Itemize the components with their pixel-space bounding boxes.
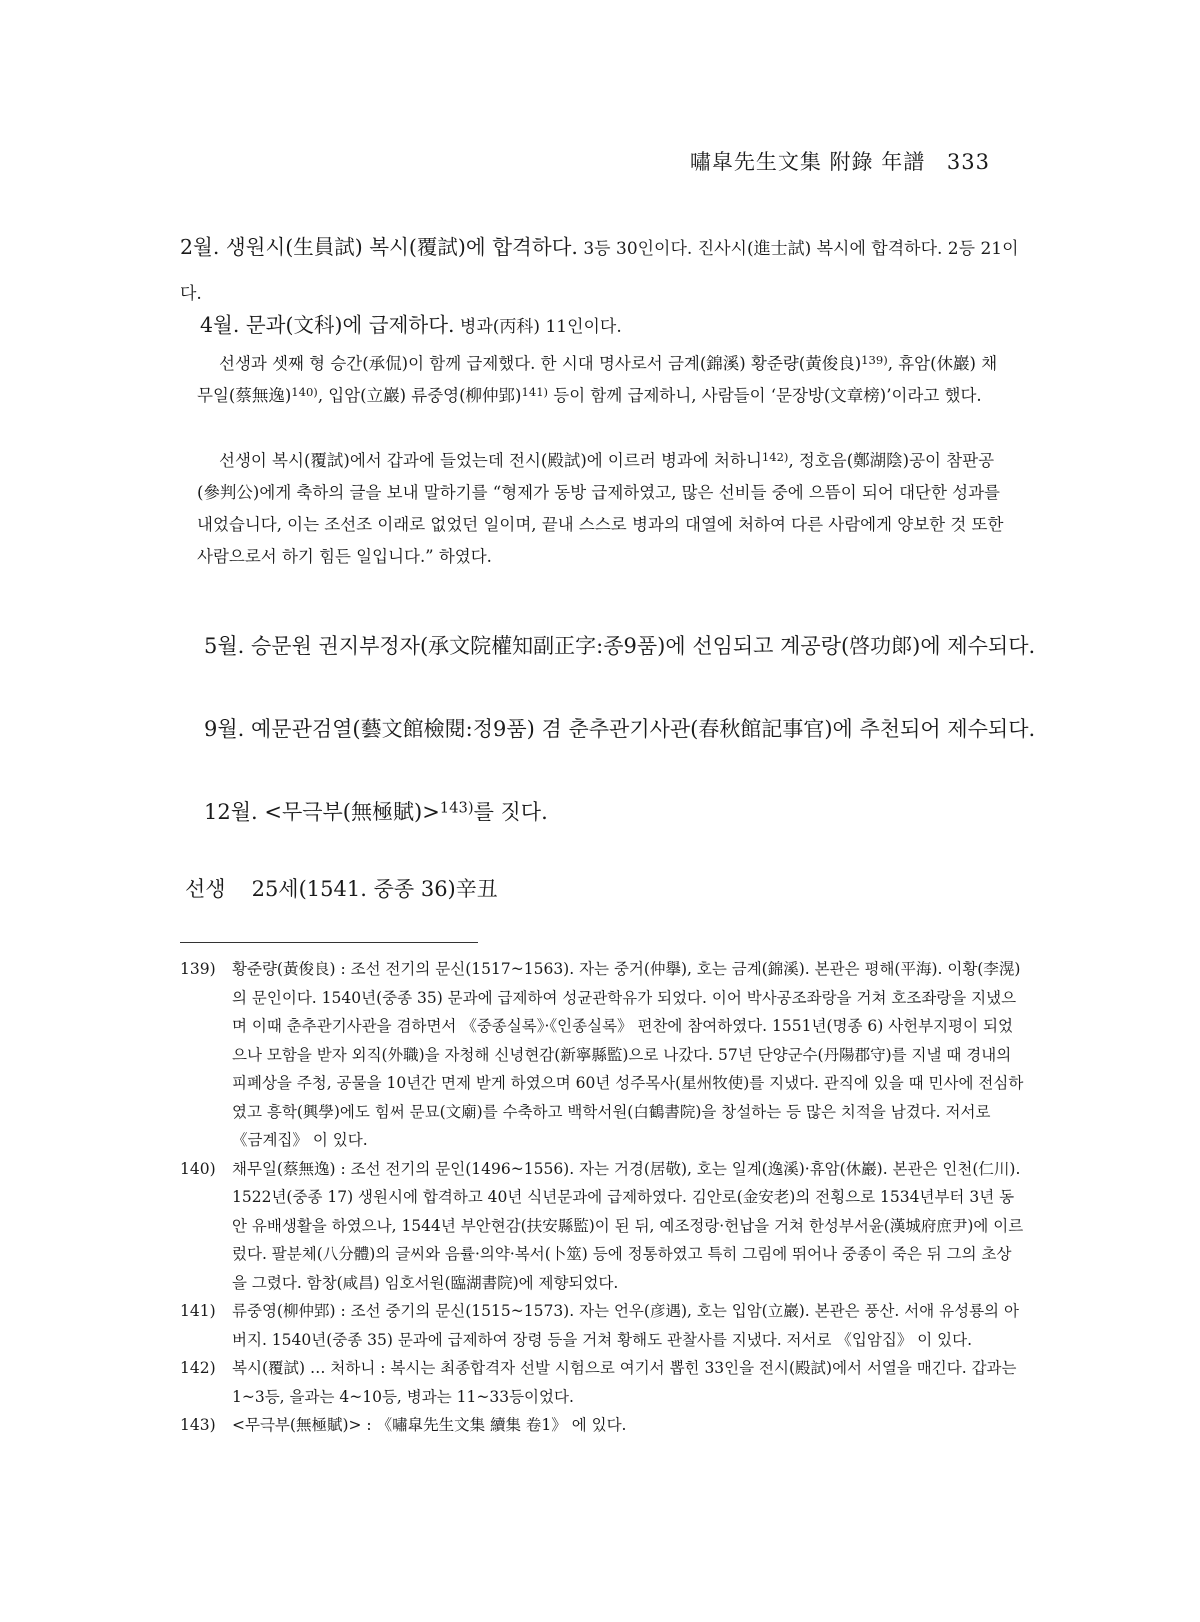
entry-december-text: 를 짓다. — [473, 800, 548, 824]
footnote-divider — [180, 942, 478, 943]
april-paragraph-2 — [197, 445, 1010, 573]
footnote-ref-143: 143) — [439, 799, 474, 817]
entry-december — [204, 796, 548, 826]
footnote-number: 142) — [180, 1359, 216, 1377]
year-heading — [185, 873, 498, 903]
footnote — [180, 1155, 1025, 1298]
page-number: 333 — [946, 150, 990, 174]
entry-february — [180, 226, 1025, 316]
paragraph-text: 선생이 복시(覆試)에서 갑과에 들었는데 전시(殿試)에 이르러 병과에 처하니 — [219, 451, 762, 470]
year-heading-year: (1541. 중종 36)辛丑 — [298, 877, 498, 901]
april-paragraph-1 — [197, 348, 1010, 412]
entry-february-head: 2월. 생원시(生員試) 복시(覆試)에 합격하다. — [180, 235, 578, 259]
footnote — [180, 955, 1025, 1155]
footnote-ref-140: 140) — [291, 384, 318, 399]
footnote-number: 141) — [180, 1302, 216, 1320]
entry-december-text: 12월. <무극부(無極賦)> — [204, 800, 440, 824]
footnote-text: 채무일(蔡無逸) : 조선 전기의 문인(1496~1556). 자는 거경(居敬), 호는 일계(逸溪)·휴암(休巖). 본관은 인천(仁川). 1522년(중종 17) 생원시에 합격하고 40년 식년문과에 급제하였다. 김안로(金安老)의 전횡으로 1534년부터 3년 동안 유배생활을 하였으나, 1544년 부안현감(扶安縣監)이 된 뒤, 예조정랑·헌납을 거쳐 한성부서윤(漢城府庶尹)에 이르렀다. 팔분체(八分體)의 글씨와 음률·의약·복서(卜筮) 등에 정통하였고 특히 그림에 뛰어나 중종이 죽은 뒤 그의 초상을 그렸다. 함창(咸昌) 임호서원(臨湖書院)에 제향되었다. — [232, 1159, 1024, 1292]
footnotes — [180, 955, 1025, 1440]
footnote-text: 류중영(柳仲郢) : 조선 중기의 문신(1515~1573). 자는 언우(彦遇), 호는 입암(立巖). 본관은 풍산. 서애 유성룡의 아버지. 1540년(중종 35) 문과에 급제하여 장령 등을 거쳐 황해도 관찰사를 지냈다. 저서로 《입암집》 이 있다. — [232, 1302, 1019, 1349]
entry-april — [200, 304, 1025, 349]
year-heading-age: 25세 — [251, 877, 299, 901]
footnote-text: 황준량(黃俊良) : 조선 전기의 문신(1517~1563). 자는 중거(仲擧), 호는 금계(錦溪). 본관은 평해(平海). 이황(李滉)의 문인이다. 1540년(중종 35) 문과에 급제하여 성균관학유가 되었다. 이어 박사공조좌랑을 거쳐 호조좌랑을 지냈으며 이때 춘추관기사관을 겸하면서 《중종실록》·《인종실록》 편찬에 참여하였다. 1551년(명종 6) 사헌부지평이 되었으나 모함을 받자 외직(外職)을 자청해 신녕현감(新寧縣監)으로 나갔다. 57년 단양군수(丹陽郡守)를 지낼 때 경내의 피폐상을 주청, 공물을 10년간 면제 받게 하였으며 60년 성주목사(星州牧使)를 지냈다. 관직에 있을 때 민사에 전심하였고 흥학(興學)에도 힘써 문묘(文廟)를 수축하고 백학서원(白鶴書院)을 창설하는 등 많은 치적을 남겼다. 저서로 《금계집》 이 있다. — [232, 960, 1024, 1149]
footnote — [180, 1354, 1025, 1411]
footnote-text: <무극부(無極賦)> : 《嘯皐先生文集 續集 卷1》 에 있다. — [232, 1416, 627, 1434]
paragraph-text: 등이 함께 급제하니, 사람들이 ‘문장방(文章榜)’이라고 했다. — [548, 386, 982, 405]
footnote-ref-142: 142) — [761, 449, 789, 464]
footnote-text: 복시(覆試) … 처하니 : 복시는 최종합격자 선발 시험으로 여기서 뽑힌 33인을 전시(殿試)에서 서열을 매긴다. 갑과는 1~3등, 을과는 4~10등, 병과는 11~33등이었다. — [232, 1359, 1017, 1406]
footnote-number: 140) — [180, 1159, 216, 1178]
footnote — [180, 1297, 1025, 1354]
paragraph-text: , 정호음(鄭湖陰)공이 참판공(參判公)에게 축하의 글을 보내 말하기를 “형제가 동방 급제하였고, 많은 선비들 중에 으뜸이 되어 대단한 성과를 내었습니다, 이는 조선조 이래로 없었던 일이며, 끝내 스스로 병과의 대열에 처하여 다른 사람에게 양보한 것 또한 사람으로서 하기 힘든 일입니다.” 하였다. — [197, 451, 1004, 566]
footnote — [180, 1411, 1025, 1440]
year-heading-label: 선생 — [185, 877, 226, 901]
entry-april-head: 4월. 문과(文科)에 급제하다. — [200, 313, 455, 337]
footnote-ref-139: 139) — [861, 352, 888, 367]
entry-september: 9월. 예문관검열(藝文館檢閱:정9품) 겸 춘추관기사관(春秋館記事官)에 추천되어 제수되다. — [204, 717, 1036, 741]
footnote-ref-141: 141) — [521, 384, 549, 399]
footnote-number: 143) — [180, 1416, 216, 1434]
paragraph-text: , 입암(立巖) 류중영(柳仲郢) — [317, 386, 522, 405]
entry-april-detail: 병과(丙科) 11인이다. — [454, 317, 622, 337]
footnote-number: 139) — [180, 960, 216, 978]
running-title: 嘯皐先生文集 附錄 年譜 — [689, 150, 926, 174]
running-header — [690, 146, 990, 176]
paragraph-text: , 휴암(休巖) 채무일(蔡無逸) — [197, 354, 998, 405]
paragraph-text: 선생과 셋째 형 승간(承侃)이 함께 급제했다. 한 시대 명사로서 금계(錦溪) 황준량(黃俊良) — [219, 354, 862, 373]
entry-may: 5월. 승문원 권지부정자(承文院權知副正字:종9품)에 선임되고 계공랑(啓功郞)에 제수되다. — [204, 634, 1036, 658]
entry-february-detail: 3등 30인이다. 진사시(進士試) 복시에 합격하다. 2등 21이다. — [180, 239, 1019, 304]
